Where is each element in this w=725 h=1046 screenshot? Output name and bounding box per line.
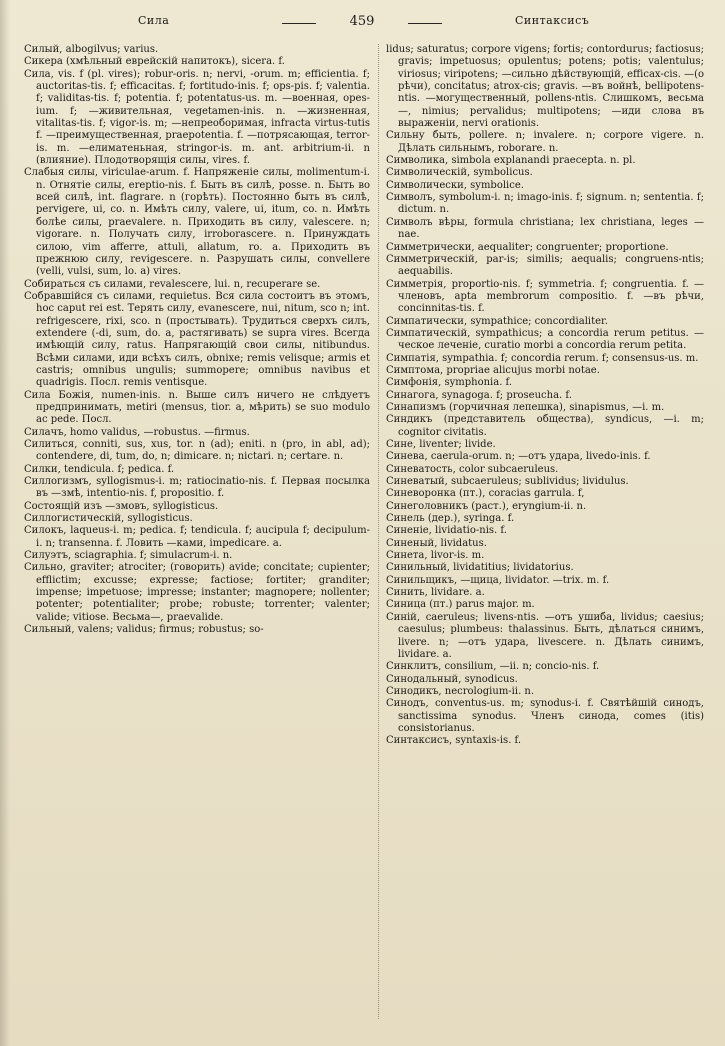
dictionary-entry: lidus; saturatus; corpore vigens; fortis; contordurus; factiosus; gravis; impetuosus; opulentus; potens; potis; valentulus; viriosus; viripotens; —сильно дѣйствующій, efficax-cis. —(о рѣчи), concitatus; atrox-cis; gravis. —въ войнѣ, bellipotens-ntis. —могущественный, pollens-ntis. Слишкомъ, весьма —, nimius; pervalidus; multipotens; —иди слова въ выраженіи, nervi orationis. (386, 44, 704, 130)
dictionary-entry: Синагога, synagoga. f; proseucha. f. (386, 389, 572, 401)
dictionary-entry: Синеворонка (пт.), coracias garrula. f, (386, 488, 585, 500)
dictionary-entry: Синодальный, synodicus. (386, 673, 518, 685)
dictionary-entry: Сильный, valens; validus; firmus; robustus; so- (24, 624, 264, 636)
column-divider (378, 44, 379, 1019)
dictionary-entry: Синклитъ, consilium, —ii. n; concio-nis. f. (386, 661, 600, 673)
dictionary-entry: Силуэтъ, sciagraphia. f; simulacrum-i. n. (24, 550, 233, 562)
left-column (24, 44, 370, 637)
dictionary-entry: Символическій, symbolicus. (386, 167, 533, 179)
page-header (0, 14, 725, 36)
dictionary-entry: Силки, tendicula. f; pedica. f. (24, 463, 175, 475)
header-right-word: Синтаксисъ (515, 14, 590, 27)
dictionary-entry: Сине, liventer; livide. (386, 439, 496, 450)
dictionary-entry: Силиться, conniti, sus, xus, tor. n (ad); eniti. n (pro, in abl, ad); contendere, di, tum, do, n; dimicare. n; nictari. n; certare. n. (24, 439, 370, 463)
dictionary-entry: Симметрическій, par-is; similis; aequalis; congruens-ntis; aequabilis. (386, 253, 704, 278)
dictionary-entry: Симпатически, sympathice; concordialiter. (386, 315, 608, 327)
dictionary-entry: Симптома, propriae alicujus morbi notae. (386, 364, 600, 376)
dictionary-entry: Синій, caeruleus; livens-ntis. —отъ ушиба, lividus; caesius; caesulus; plumbeus: thalassinus. Быть, дѣлаться синимъ, livere. n; —отъ удара, livescere. n. Дѣлать синимъ, lividare. a. (386, 611, 704, 660)
dictionary-entry: Сильно, graviter; atrociter; (говорить) avide; concitate; cupienter; efflictim; excusse; expresse; factiose; fortiter; granditer; impense; impetuose; impresse; instanter; magnopere; nollenter; potenter; potentialiter; probe; robuste; torrenter; valenter; valide; vitiose. Весьма—, praevalide. (24, 562, 370, 623)
dictionary-entry: Симпатическій, sympathicus; a concordia rerum petitus. —ческое леченіе, curatio morbi a concordia rerum petita. (386, 327, 704, 352)
dictionary-entry: Синить, lividare. a. (386, 587, 485, 599)
dictionary-entry: Символъ, symbolum-i. n; imago-inis. f; signum. n; sententia. f; dictum. n. (386, 192, 704, 216)
dictionary-entry: Синеніе, lividatio-nis. f. (386, 525, 507, 537)
dictionary-entry: Сила, vis. f (pl. vires); robur-oris. n; nervi, -orum. m; efficientia. f; auctoritas-tis. f; efficacitas. f; fortitudo-inis. f; ops-pis. f; valentia. f; validitas-tis. f; potentia. f; potentatus-us. m. —военная, opes-ium. f; —живительная, vegetamen-inis. n. —жизненная, vitalitas-tis. f; vigor-is. m; —непреоборимая, infracta virtus-tutis f. —преимущественная, praepotentia. f. —потрясающая, terror-is. m. —елиматеньная, stringor-is. m. ant. arbitrium-ii. n (влияние). Плодотворящія силы, vires. f. (24, 68, 370, 167)
dictionary-entry: Синтаксисъ, syntaxis-is. f. (386, 735, 522, 747)
dictionary-entry: Собираться съ силами, revalescere, lui. n, recuperare se. (24, 278, 321, 290)
page-number: 459 (312, 14, 412, 29)
dictionary-entry: Синета, livor-is. m. (386, 550, 485, 562)
dictionary-entry: Символъ вѣры, formula christiana; lex christiana, leges —nae. (386, 216, 704, 241)
dictionary-entry: Синодъ, conventus-us. m; synodus-i. f. Святѣйшій синодъ, sanctissima synodus. Членъ синода, comes (itis) consistorianus. (386, 698, 704, 734)
dictionary-entry: Синильный, lividatitius; lividatorius. (386, 562, 574, 574)
page-fold-shadow (0, 0, 10, 1046)
dictionary-entry: Синеватость, color subcaeruleus. (386, 463, 559, 475)
dictionary-entry: Синеватый, subcaeruleus; sublividus; lividulus. (386, 476, 629, 488)
dictionary-entry: Силлогистическій, syllogisticus. (24, 513, 193, 525)
dictionary-entry: Синеный, lividatus. (386, 537, 487, 549)
dictionary-entry: Симфонія, symphonia. f. (386, 377, 513, 389)
dictionary-entry: Сильну быть, pollere. n; invalere. n; corpore vigere. n. Дѣлать сильнымъ, roborare. n. (386, 130, 704, 154)
dictionary-entry: Синева, caerula-orum. n; —отъ удара, livedo-inis. f. (386, 451, 651, 463)
dictionary-entry: Симметрія, proportio-nis. f; symmetria. f; congruentia. f. —членовъ, apta membrorum compositio. f. —въ рѣчи, concinnitas-tis. f. (386, 278, 704, 315)
dictionary-entry: Силачъ, homo validus, —robustus. —firmus. (24, 426, 250, 438)
dictionary-entry: Синодикъ, necrologium-ii. n. (386, 685, 535, 697)
dictionary-entry: Симметрически, aequaliter; congruenter; proportione. (386, 241, 669, 253)
dictionary-entry: Сикера (хмѣльный еврейскій напитокъ), sicera. f. (24, 56, 285, 68)
dictionary-entry: Синель (дер.), syringa. f. (386, 513, 515, 525)
right-column (386, 44, 704, 748)
dictionary-entry: Синильщикъ, —щица, lividator. —trix. m. f. (386, 574, 610, 586)
dictionary-entry: Символика, simbola explanandi praecepta. n. pl. (386, 155, 636, 167)
dictionary-entry: Синица (пт.) parus major. m. (386, 599, 535, 611)
dictionary-entry: Символически, symbolice. (386, 179, 524, 191)
dictionary-entry: Симпатія, sympathia. f; concordia rerum. f; consensus-us. m. (386, 352, 699, 364)
dictionary-entry: Собравшійся съ силами, requietus. Вся сила состоитъ въ этомъ, hoc caput rei est. Терять силу, evanescere, nui, nitum, sco n; int. refrigescere, rixi, sco. n (простывать). Трудиться сверхъ силъ, extendere (-di, sum, do. a, растягивать) se supra vires. Всегда имѣющій силу, ratus. Напрягающій свои силы, nitibundus. Всѣми силами, иди всѣхъ силъ, obnixe; remis velisque; armis et castris; omnibus ungulis; summopere; omnibus navibus et quadrigis. Посл. remis ventisque. (24, 290, 370, 389)
dictionary-entry: Силлогизмъ, syllogismus-i. m; ratiocinatio-nis. f. Первая посылка въ —змѣ, intentio-nis. f, propositio. f. (24, 476, 370, 500)
dictionary-entry: Синеголовникъ (раст.), eryngium-ii. n. (386, 500, 587, 512)
dictionary-entry: Силый, albogilvus; varius. (24, 44, 159, 55)
dictionary-entry: Слабыя силы, viriculae-arum. f. Напряженіе силы, molimentum-i. n. Отнятіе силы, ereptio-nis. f. Быть въ силѣ, posse. n. Быть во всей силѣ, int. flagrare. n (горѣть). Постоянно быть въ силѣ, pervigere, ui, co. n. Имѣть силу, valere, ui, itum, co. n. Имѣть болѣе силы, praevalere. n. Приходить въ силу, valescere. n; vigorare. n. Получать силу, irroborascere. n. Принуждать силою, vim afferre, attuli, allatum, ro. a. Приходить въ прежнюю силу, revigescere. n. Разрушать силы, convellere (velli, vulsi, sum, lo. a) vires. (24, 167, 370, 278)
dictionary-entry: Синапизмъ (горчичная лепешка), sinapismus, —i. m. (386, 401, 665, 413)
dictionary-entry: Силокъ, laqueus-i. m; pedica. f; tendicula. f; aucipula f; decipulum-i. n; transenna. f. Ловить —ками, impedicare. a. (24, 525, 370, 549)
header-left-word: Сила (138, 14, 170, 27)
dictionary-entry: Сила Божія, numen-inis. n. Выше силъ ничего не слѣдуетъ предпринимать, metiri (mensus, tior. a, мѣрить) se suo modulo ac pede. Посл. (24, 389, 370, 426)
dictionary-entry: Синдикъ (представитель общества), syndicus, —i. m; cognitor civitatis. (386, 414, 704, 438)
dictionary-entry: Состоящій изъ —змовъ, syllogisticus. (24, 500, 219, 512)
